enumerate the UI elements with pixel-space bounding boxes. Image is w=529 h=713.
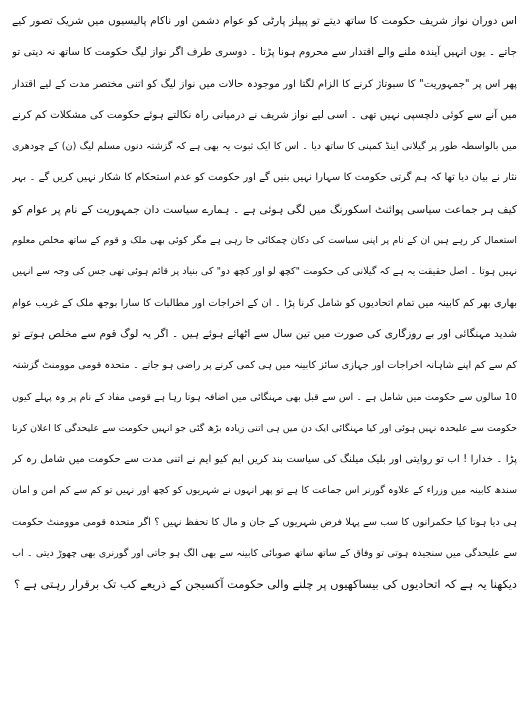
text-line-6: نثار نے بیان دیا تھا کہ ہم گرتی حکومت کا سہارا نہیں بنیں گے اور حکومت کو عدم استحکام کا شکار نہیں کریں گے ۔ بہر [12, 172, 517, 184]
text-line-5: میں بالواسطہ طور پر گیلانی اینڈ کمپنی کا ساتھ دیا ۔ اس کا ایک ثبوت یہ بھی ہے کہ گزشتہ دنوں مسلم لیگ (ن) کے چودھری [12, 141, 517, 153]
text-line-15: پڑا ۔ خدارا ! اب تو روایتی اور بلیک میلنگ کی سیاست بند کریں ایم کیو ایم نے اتنی مدت سے حکومت میں شامل رہ کر [12, 454, 517, 466]
text-line-17: ہی دیا ہوتا کیا حکمرانوں کا سب سے پہلا فرض شہریوں کے جان و مال کا تحفظ نہیں ؟ اگر متحدہ قومی موومنٹ حکومت [12, 516, 517, 528]
text-line-11: شدید مہنگائی اور بے روزگاری کی صورت میں تین سال سے اٹھائے ہوئے ہیں ۔ اگر یہ لوگ قوم سے مخلص ہوتے تو [12, 327, 517, 340]
text-line-4: میں آنے سے کوئی دلچسپی نہیں تھی ۔ اسی لیے نواز شریف نے درمیانی راہ نکالتے ہوئے حکومت کی مشکلات کم کرنے [12, 108, 517, 121]
text-line-12: کم سے کم اپنے شاہانہ اخراجات اور جہازی سائز کابینہ میں ہی کمی کرنے پر راضی ہو جاتے ۔ متحدہ قومی موومنٹ گزشتہ [12, 360, 517, 372]
text-line-18: سے علیحدگی میں سنجیدہ ہوتی تو وفاق کے ساتھ ساتھ صوبائی کابینہ سے بھی الگ ہو جاتی اور گورنری بھی چھوڑ دیتی ۔ اب [12, 548, 517, 560]
text-line-7: کیف ہر جماعت سیاسی پوائنٹ اسکورنگ میں لگی ہوئی ہے ۔ ہمارے سیاست دان جمہوریت کے نام پر عوام کو [12, 202, 517, 216]
text-line-16: سندھ کابینہ میں وزراء کے علاوہ گورنر اس جماعت کا ہے تو پھر انہوں نے شہریوں کو کچھ اور نہیں تو کم سے کم امن و امان [12, 485, 517, 497]
text-line-19: دیکھنا یہ ہے کہ اتحادیوں کی بیساکھیوں پر چلنے والی حکومت آکسیجن کے ذریعے کب تک برقرار رہتی ہے ؟ [14, 577, 517, 592]
text-line-9: نہیں ہوتا ۔ اصل حقیقت یہ ہے کہ گیلانی کی حکومت "کچھ لو اور کچھ دو" کی بنیاد پر قائم ہوئی تھی جس کی وجہ سے انہیں [12, 266, 517, 278]
text-line-10: بھاری بھر کم کابینہ میں تمام اتحادیوں کو شامل کرنا پڑا ۔ ان کے اخراجات اور مطالبات کا سارا بوجھ ملک کے غریب عوام [12, 297, 517, 309]
text-line-14: حکومت سے علیحدہ نہیں ہوئی اور کیا مہنگائی ایک دن میں ہی اتنی زیادہ بڑھ گئی جو انہیں حکومت سے علیحدگی کا اعلان کرنا [12, 422, 517, 434]
text-line-2: جاتے ۔ یوں انہیں آیندہ ملنے والے اقتدار سے محروم ہونا پڑتا ۔ دوسری طرف اگر نواز لیگ حکومت کا ساتھ نہ دیتی تو [12, 46, 517, 59]
text-line-8: استعمال کر رہے ہیں ان کے نام پر اپنی سیاست کی دکان چمکائی جا رہی ہے مگر کوئی بھی ملک و قوم کے ساتھ مخلص معلوم [12, 235, 517, 247]
text-line-1: اس دوران نواز شریف حکومت کا ساتھ دیتے تو پیپلز پارٹی کو عوام دشمن اور ناکام پالیسیوں میں شریک تصور کیے [12, 15, 517, 27]
text-line-13: 10 سالوں سے حکومت میں شامل ہے ۔ اس سے قبل بھی مہنگائی میں اضافہ ہوتا رہا ہے قومی مفاد کے نام پر وہ پہلے کیوں [12, 391, 517, 403]
text-line-3: پھر اس پر "جمہوریت" کا سبوتاژ کرنے کا الزام لگتا اور موجودہ حالات میں نواز لیگ کو اتنی مختصر مدت کے لیے اقتدار [12, 78, 517, 90]
